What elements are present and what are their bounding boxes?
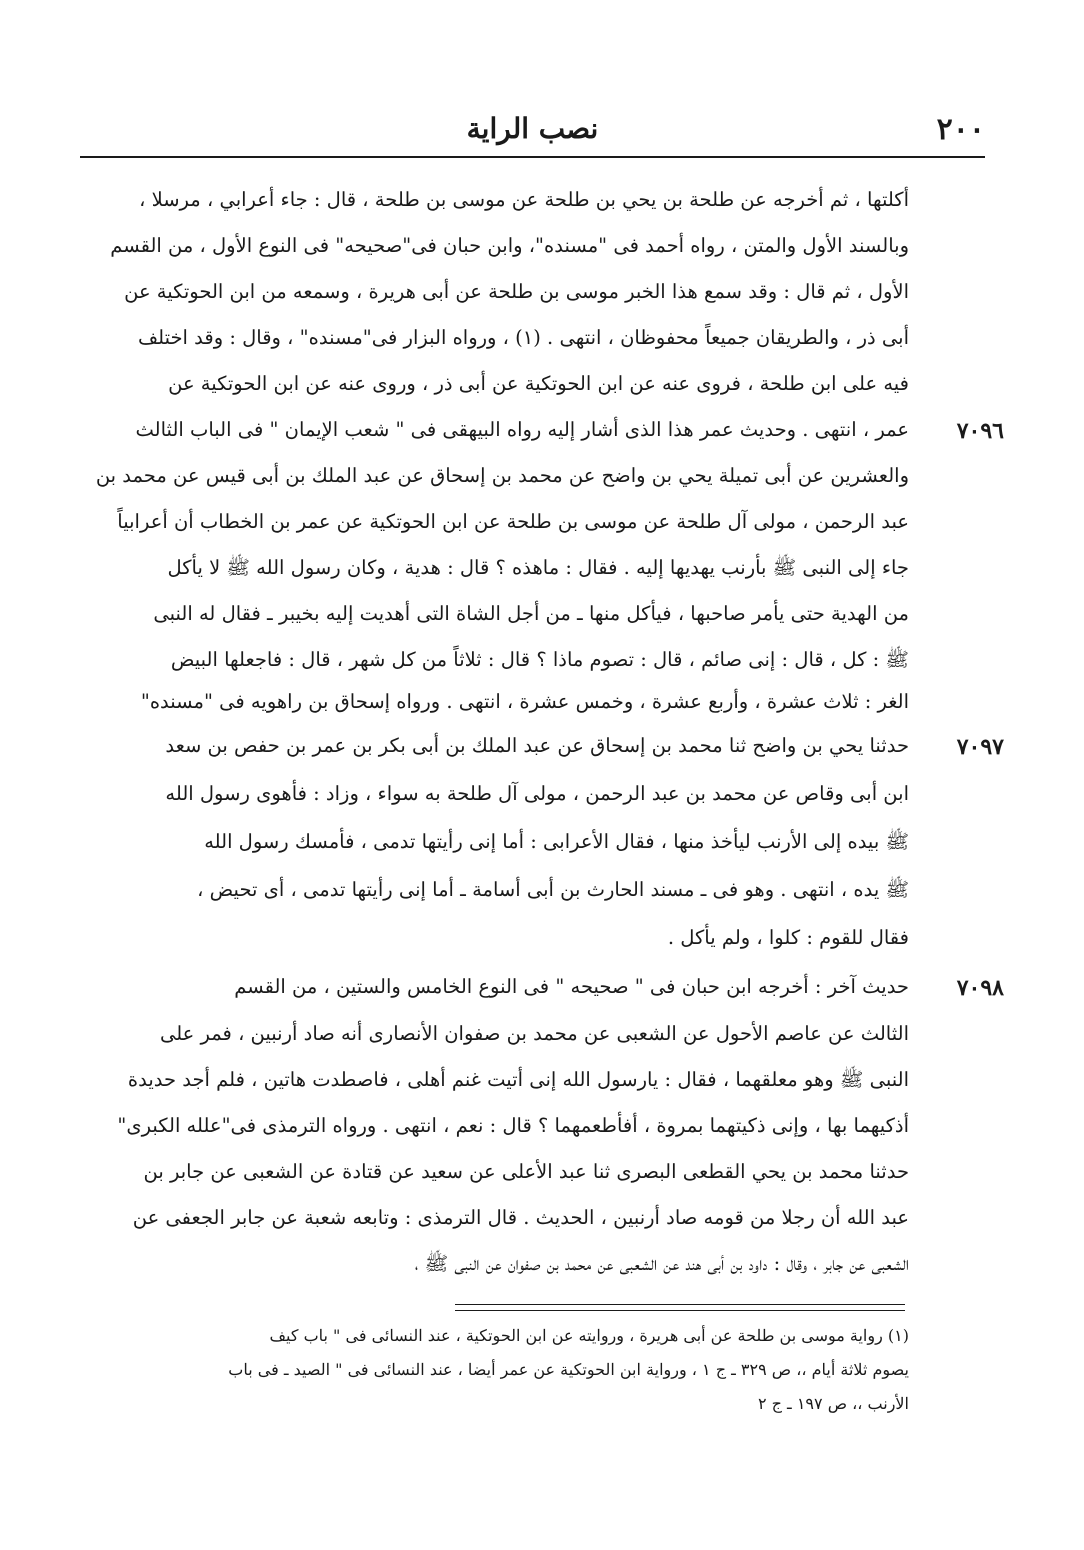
text-line: عبد الله أن رجلا من قومه صاد أرنبين ، الحديث . قال الترمذى : وتابعه شعبة عن جابر الجعفى عن	[132, 1206, 909, 1229]
text-line: وبالسند الأول والمتن ، رواه أحمد فى "مسنده"، وابن حبان فى"صحيحه" فى النوع الأول ، من القسم	[110, 234, 909, 257]
running-title: نصب الراية	[466, 112, 599, 145]
text-line: جاء إلى النبى ﷺ بأرنب يهديها إليه . فقال : ماهذه ؟ قال : هدية ، وكان رسول الله ﷺ لا يأكل	[167, 556, 909, 579]
footnote-rule	[455, 1304, 905, 1305]
text-line: أذكيهما بها ، وإنى ذكيتهما بمروة ، أفأطعمهما ؟ قال : نعم ، انتهى . ورواه الترمذى فى"علله الكبرى"	[117, 1114, 909, 1137]
text-line: ﷺ بيده إلى الأرنب ليأخذ منها ، فقال الأعرابى : أما إنى رأيتها تدمى ، فأمسك رسول الله	[204, 830, 909, 853]
hadith-number: ٧٠٩٧	[956, 734, 1004, 760]
text-line: أبى ذر ، والطريقان جميعاً محفوظان ، انتهى . (١) ، ورواه البزار فى"مسنده" ، وقال : وقد اختلف	[137, 326, 909, 349]
text-line: ﷺ : كل ، قال : إنى صائم ، قال : تصوم ماذا ؟ قال : ثلاثاً من كل شهر ، قال : فاجعلها البيض	[170, 648, 909, 671]
hadith-number: ٧٠٩٨	[956, 975, 1004, 1001]
footnote-line: يصوم ثلاثة أيام ،، ص ٣٢٩ ـ ج ١ ، ورواية ابن الحوتكية عن عمر أيضا ، عند النسائى فى " الصيد ـ فى باب	[228, 1360, 909, 1379]
text-line: والعشرين عن أبى تميلة يحي بن واضح عن محمد بن إسحاق عن عبد الملك بن أبى قيس عن محمد بن	[95, 464, 909, 487]
text-line: الشعبى عن جابر ، وقال : داود بن أبى هند عن الشعبى عن محمد بن صفوان عن النبى ﷺ ،	[414, 1252, 909, 1275]
text-line: الغر : ثلاث عشرة ، وأربع عشرة ، وخمس عشرة ، انتهى . ورواه إسحاق بن راهويه فى "مسنده"	[140, 690, 909, 713]
text-line: عمر ، انتهى . وحديث عمر هذا الذى أشار إليه رواه البيهقى فى " شعب الإيمان " فى الباب الثالث	[135, 418, 909, 441]
text-line: فقال للقوم : كلوا ، ولم يأكل .	[667, 926, 909, 949]
text-line: الثالث عن عاصم الأحول عن الشعبى عن محمد بن صفوان الأنصارى أنه صاد أرنبين ، فمر على	[159, 1022, 909, 1045]
page-header	[80, 112, 985, 152]
text-line: الأول ، ثم قال : وقد سمع هذا الخبر موسى بن طلحة عن أبى هريرة ، وسمعه من ابن الحوتكية عن	[124, 280, 909, 303]
footnote-line: (١) رواية موسى بن طلحة عن أبى هريرة ، وروايته عن ابن الحوتكية ، عند النسائى فى " باب كيف	[269, 1326, 909, 1345]
text-line: من الهدية حتى يأمر صاحبها ، فيأكل منها ـ من أجل الشاة التى أهديت إليه بخيبر ـ فقال له النبى	[153, 602, 909, 625]
page-number: ٢٠٠	[936, 112, 985, 147]
text-line: النبى ﷺ وهو معلقهما ، فقال : يارسول الله إنى أتيت غنم أهلى ، فاصطدت هاتين ، فلم أجد حديدة	[127, 1068, 909, 1091]
text-line: حديث آخر : أخرجه ابن حبان فى " صحيحه " فى النوع الخامس والستين ، من القسم	[234, 975, 909, 998]
text-line: ابن أبى وقاص عن محمد بن عبد الرحمن ، مولى آل طلحة به سواء ، وزاد : فأهوى رسول الله	[165, 782, 909, 805]
hadith-number: ٧٠٩٦	[956, 418, 1004, 444]
text-line: حدثنا محمد بن يحي القطعى البصرى ثنا عبد الأعلى عن سعيد عن قتادة عن الشعبى عن جابر بن	[143, 1160, 909, 1183]
text-line: عبد الرحمن ، مولى آل طلحة عن موسى بن طلحة عن ابن الحوتكية عن عمر بن الخطاب أن أعرابياً	[117, 510, 909, 533]
text-line: ﷺ يده ، انتهى . وهو فى ـ مسند الحارث بن أبى أسامة ـ أما إنى رأيتها تدمى ، أى تحيض ،	[197, 878, 909, 901]
footnote-rule	[455, 1310, 905, 1311]
text-line: فيه على ابن طلحة ، فروى عنه عن ابن الحوتكية عن أبى ذر ، وروى عنه عن ابن الحوتكية عن	[168, 372, 909, 395]
text-line: حدثنا يحي بن واضح ثنا محمد بن إسحاق عن عبد الملك بن أبى بكر بن عمر بن حفص بن سعد	[165, 734, 909, 757]
footnote-line: الأرنب ،، ص ١٩٧ ـ ج ٢	[757, 1394, 909, 1413]
header-rule	[80, 156, 985, 158]
text-line: أكلتها ، ثم أخرجه عن طلحة بن يحي بن طلحة عن موسى بن طلحة ، قال : جاء أعرابي ، مرسلا ،	[139, 188, 909, 211]
